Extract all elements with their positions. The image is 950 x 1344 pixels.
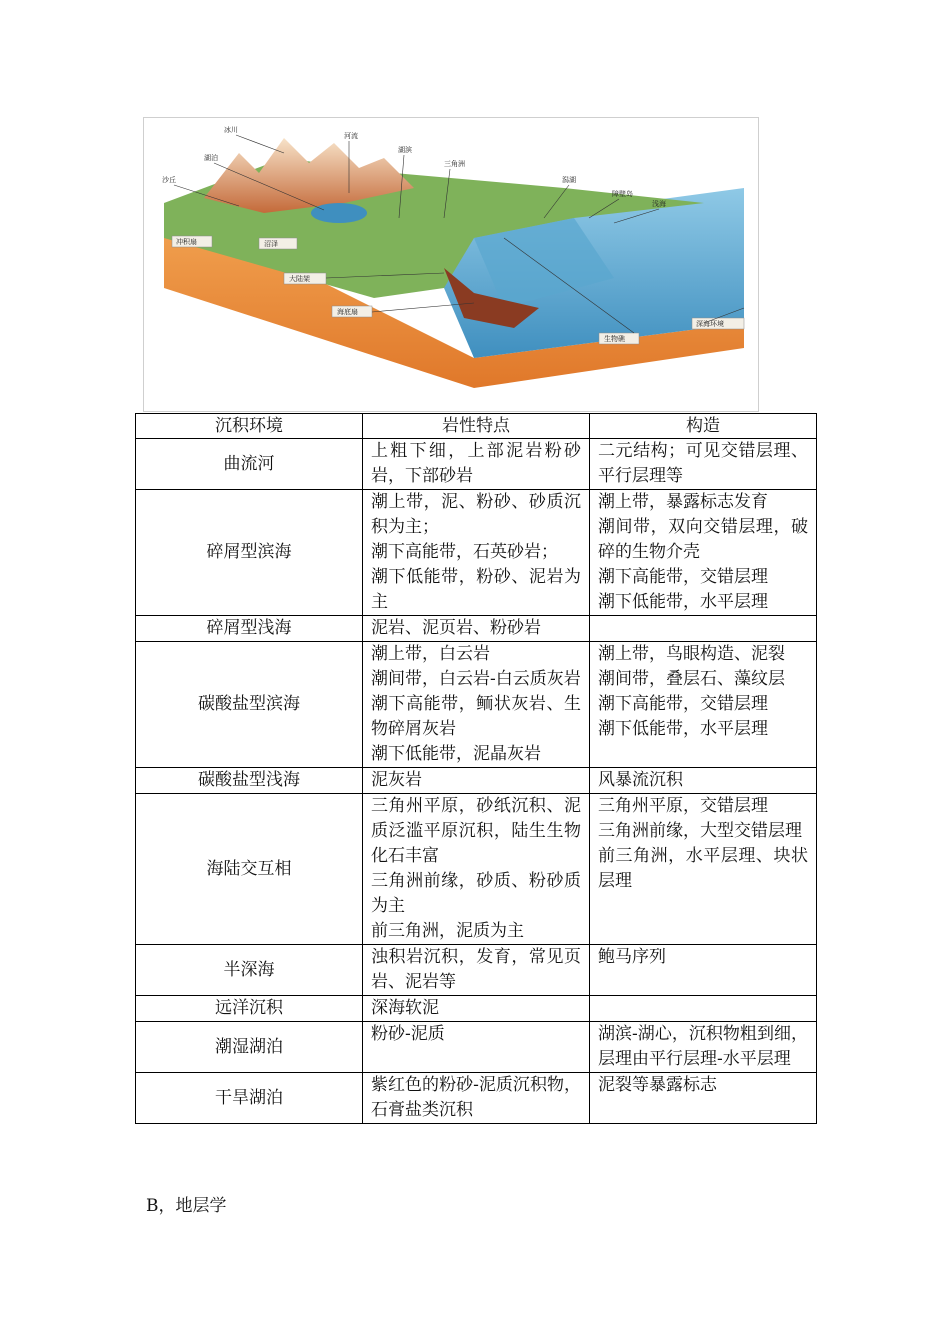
cell-environment: 曲流河 — [136, 439, 363, 490]
cell-environment: 海陆交互相 — [136, 794, 363, 945]
cell-structure: 三角州平原，交错层理 三角洲前缘，大型交错层理 前三角洲，水平层理、块状层理 — [590, 794, 817, 945]
label-lagoon: 潟湖 — [562, 176, 576, 184]
cell-lithology: 泥灰岩 — [363, 768, 590, 794]
label-dune: 沙丘 — [162, 176, 176, 184]
table-row — [136, 439, 817, 490]
cell-lithology: 潮上带，泥、粉砂、砂质沉积为主； 潮下高能带，石英砂岩； 潮下低能带，粉砂、泥岩为主 — [363, 490, 590, 616]
sedimentary-environment-diagram — [143, 117, 759, 412]
cell-environment: 碳酸盐型滨海 — [136, 642, 363, 768]
label-deep-sea: 深海环境 — [696, 320, 724, 328]
label-lake: 湖泊 — [204, 154, 218, 162]
label-river: 河流 — [344, 132, 358, 140]
table-row — [136, 768, 817, 794]
cell-environment: 干旱湖泊 — [136, 1073, 363, 1124]
section-heading-stratigraphy: B，地层学 — [146, 1196, 227, 1216]
cell-structure: 潮上带，鸟眼构造、泥裂 潮间带，叠层石、藻纹层 潮下高能带，交错层理 潮下低能带，水平层理 — [590, 642, 817, 768]
cell-environment: 潮湿湖泊 — [136, 1022, 363, 1073]
cell-structure — [590, 996, 817, 1022]
cell-environment: 远洋沉积 — [136, 996, 363, 1022]
table-row — [136, 1022, 817, 1073]
cell-lithology: 泥岩、泥页岩、粉砂岩 — [363, 616, 590, 642]
header-environment: 沉积环境 — [136, 414, 363, 439]
label-barrier-island: 障壁岛 — [612, 190, 633, 198]
cell-lithology: 上粗下细，上部泥岩粉砂岩，下部砂岩 — [363, 439, 590, 490]
table-header-row — [136, 414, 817, 439]
cell-lithology: 紫红色的粉砂-泥质沉积物，石膏盐类沉积 — [363, 1073, 590, 1124]
cell-structure: 泥裂等暴露标志 — [590, 1073, 817, 1124]
cell-lithology: 三角州平原，砂纸沉积、泥质泛滥平原沉积，陆生生物化石丰富 三角洲前缘，砂质、粉砂质为主 前三角洲，泥质为主 — [363, 794, 590, 945]
table-row — [136, 996, 817, 1022]
cell-structure — [590, 616, 817, 642]
label-alluvial-fan: 冲积扇 — [176, 238, 197, 246]
cell-structure: 湖滨-湖心，沉积物粗到细，层理由平行层理-水平层理 — [590, 1022, 817, 1073]
cell-structure: 鲍马序列 — [590, 945, 817, 996]
cell-environment: 半深海 — [136, 945, 363, 996]
block-diagram-svg — [144, 118, 758, 411]
label-abyssal-fan: 海底扇 — [337, 308, 358, 316]
cell-structure: 潮上带，暴露标志发育 潮间带，双向交错层理，破碎的生物介壳 潮下高能带，交错层理 潮下低能带，水平层理 — [590, 490, 817, 616]
sedimentary-environment-table — [135, 413, 817, 1124]
table-row — [136, 794, 817, 945]
cell-structure: 二元结构；可见交错层理、平行层理等 — [590, 439, 817, 490]
cell-environment: 碎屑型浅海 — [136, 616, 363, 642]
cell-lithology: 深海软泥 — [363, 996, 590, 1022]
label-delta: 三角洲 — [444, 160, 465, 168]
label-glacier: 冰川 — [224, 126, 238, 134]
label-lakeshore: 湖滨 — [398, 146, 412, 154]
label-continental-slope: 大陆架 — [289, 275, 310, 283]
label-shallow-sea: 浅海 — [652, 200, 666, 208]
cell-lithology: 浊积岩沉积，发育，常见页岩、泥岩等 — [363, 945, 590, 996]
cell-lithology: 粉砂-泥质 — [363, 1022, 590, 1073]
label-swamp: 沼泽 — [264, 240, 278, 248]
table-row — [136, 1073, 817, 1124]
table-row — [136, 945, 817, 996]
lake-shape — [311, 203, 367, 223]
cell-environment: 碳酸盐型浅海 — [136, 768, 363, 794]
cell-lithology: 潮上带，白云岩 潮间带，白云岩-白云质灰岩 潮下高能带，鲕状灰岩、生物碎屑灰岩 潮下低能带，泥晶灰岩 — [363, 642, 590, 768]
cell-structure: 风暴流沉积 — [590, 768, 817, 794]
label-reef: 生物礁 — [604, 335, 625, 343]
cell-environment: 碎屑型滨海 — [136, 490, 363, 616]
header-structure: 构造 — [590, 414, 817, 439]
table-row — [136, 642, 817, 768]
table-row — [136, 616, 817, 642]
table-row — [136, 490, 817, 616]
header-lithology: 岩性特点 — [363, 414, 590, 439]
